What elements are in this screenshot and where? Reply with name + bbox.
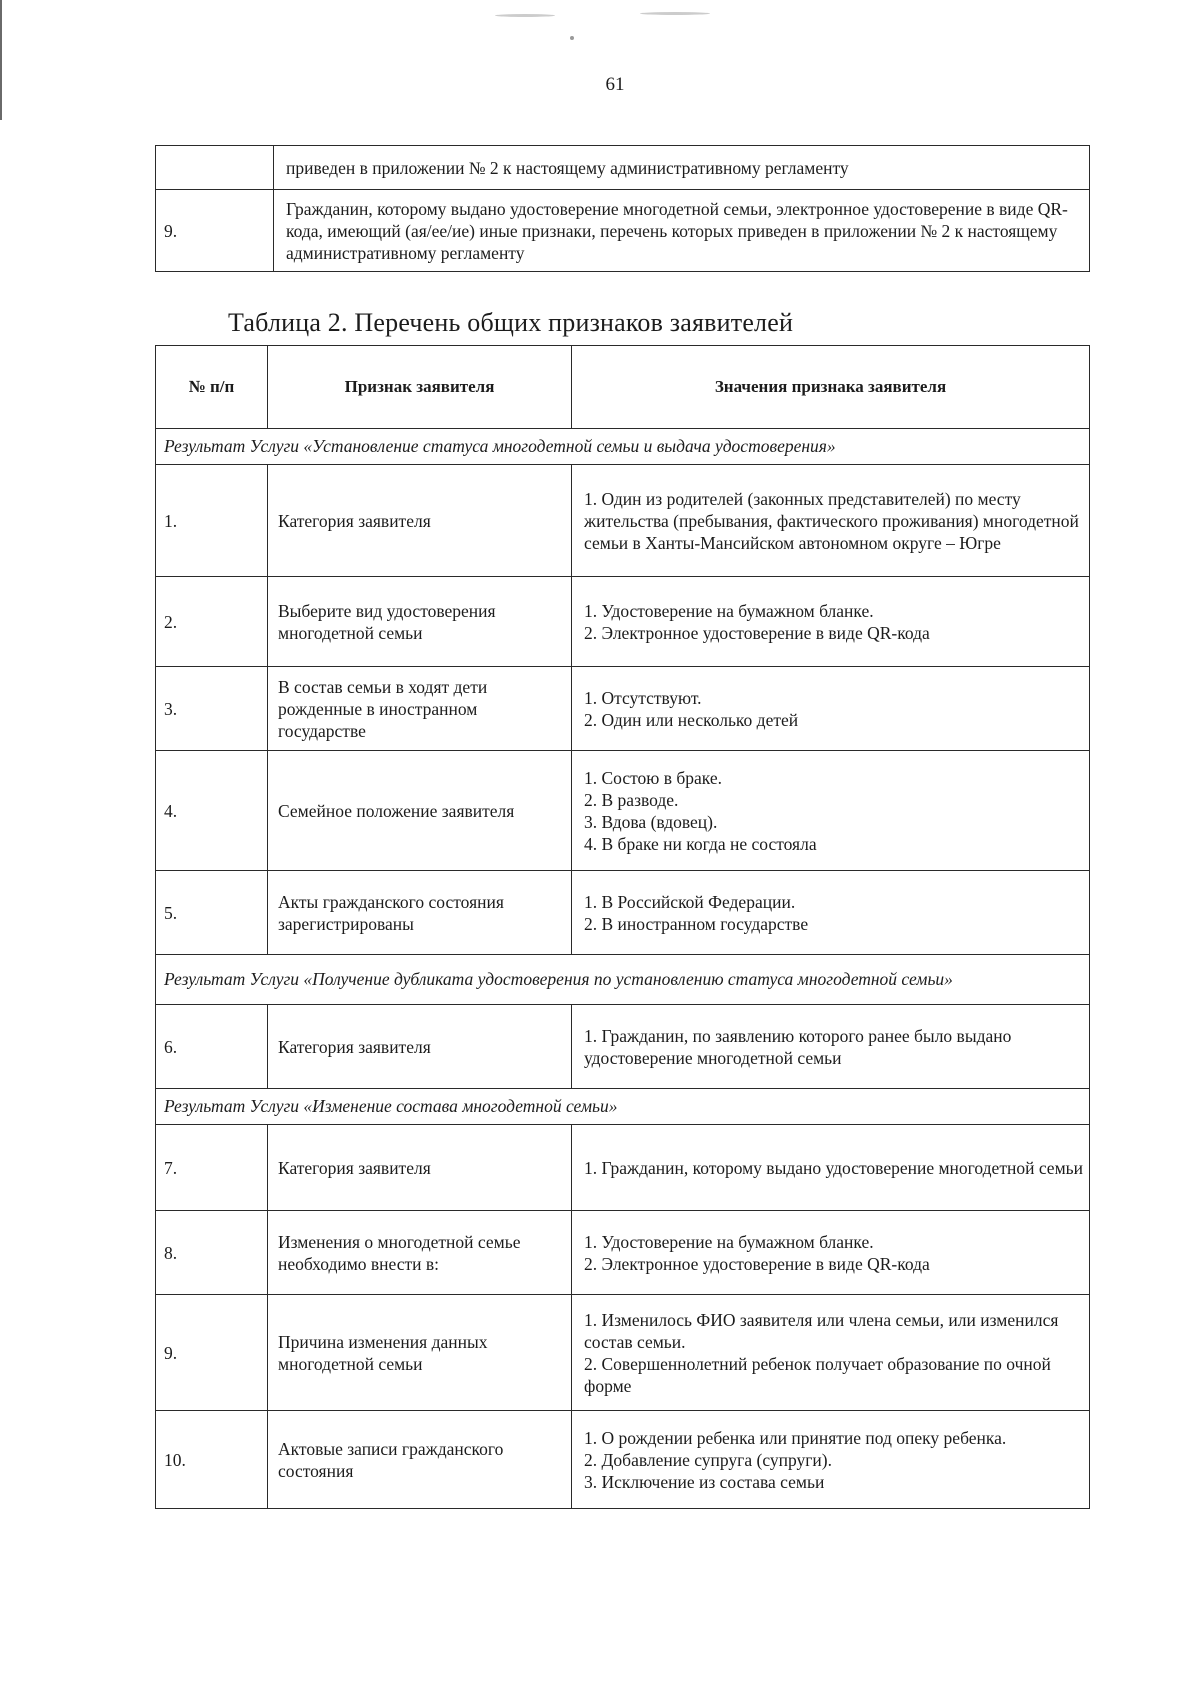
section-row (156, 429, 1090, 465)
attribute-cell: Категория заявителя (268, 1005, 572, 1089)
values-cell (572, 667, 1090, 751)
table-row (156, 1005, 1090, 1089)
value-line: 2. Совершеннолетний ребенок получает образование по очной форме (584, 1353, 1051, 1396)
attribute-cell: Причина изменения данных многодетной семьи (268, 1295, 572, 1411)
row-number: 7. (156, 1125, 268, 1211)
row-number: 8. (156, 1211, 268, 1295)
value-line: 1. В Российской Федерации. (584, 891, 796, 912)
table-header-row (156, 346, 1090, 429)
value-line: 1. Удостоверение на бумажном бланке. (584, 600, 874, 621)
value-line: 2. Электронное удостоверение в виде QR-кода (584, 1253, 930, 1274)
attribute-cell: Семейное положение заявителя (268, 751, 572, 871)
attribute-cell: Актовые записи гражданского состояния (268, 1411, 572, 1509)
row-number: 3. (156, 667, 268, 751)
table-row (156, 1295, 1090, 1411)
values-cell (572, 1211, 1090, 1295)
values-cell (572, 1005, 1090, 1089)
applicant-attributes-table (155, 345, 1090, 1509)
table-row (156, 871, 1090, 955)
values-cell (572, 751, 1090, 871)
attribute-cell: Акты гражданского состояния зарегистрированы (268, 871, 572, 955)
header-number: № п/п (156, 346, 268, 429)
value-line: 2. В иностранном государстве (584, 913, 809, 934)
attribute-cell: Выберите вид удостоверения многодетной семьи (268, 577, 572, 667)
scan-noise (495, 14, 555, 17)
row-number: 9. (156, 190, 274, 272)
value-line: 3. Исключение из состава семьи (584, 1471, 825, 1492)
header-values: Значения признака заявителя (572, 346, 1090, 429)
values-cell (572, 465, 1090, 577)
values-cell (572, 1295, 1090, 1411)
table-row (156, 1411, 1090, 1509)
section-row (156, 1089, 1090, 1125)
table-row (156, 667, 1090, 751)
row-number: 4. (156, 751, 268, 871)
row-number: 6. (156, 1005, 268, 1089)
row-number (156, 146, 274, 190)
value-line: 2. Добавление супруга (супруги). (584, 1449, 832, 1470)
value-line: 1. Отсутствуют. (584, 687, 702, 708)
values-cell (572, 577, 1090, 667)
value-line: 2. Один или несколько детей (584, 709, 799, 730)
header-attribute: Признак заявителя (268, 346, 572, 429)
values-cell (572, 1125, 1090, 1211)
section-row (156, 955, 1090, 1005)
value-line: 1. Состою в браке. (584, 767, 723, 788)
table-row (156, 146, 1090, 190)
value-line: 2. В разводе. (584, 789, 679, 810)
attribute-cell: В состав семьи в ходят дети рожденные в иностранном государстве (268, 667, 572, 751)
section-title: Результат Услуги «Установление статуса многодетной семьи и выдача удостоверения» (156, 429, 1090, 465)
value-line: 1. Гражданин, по заявлению которого ранее было выдано удостоверение многодетной семьи (584, 1025, 1012, 1068)
values-cell (572, 871, 1090, 955)
attribute-cell: Категория заявителя (268, 465, 572, 577)
table-row (156, 751, 1090, 871)
table-row (156, 465, 1090, 577)
table-row (156, 577, 1090, 667)
row-text: приведен в приложении № 2 к настоящему административному регламенту (274, 146, 1090, 190)
attribute-cell: Категория заявителя (268, 1125, 572, 1211)
table-caption: Таблица 2. Перечень общих признаков заявителей (228, 308, 794, 337)
page-number: 61 (605, 74, 625, 95)
value-line: 1. О рождении ребенка или принятие под опеку ребенка. (584, 1427, 1007, 1448)
values-cell (572, 1411, 1090, 1509)
scan-noise (640, 12, 710, 15)
value-line: 3. Вдова (вдовец). (584, 811, 718, 832)
table-row (156, 190, 1090, 272)
row-number: 10. (156, 1411, 268, 1509)
scan-noise (570, 36, 574, 40)
value-line: 1. Один из родителей (законных представителей) по месту жительства (пребывания, фактического проживания) многодетной семьи в Ханты-Мансийском автономном округе – Югре (584, 488, 1079, 553)
value-line: 1. Удостоверение на бумажном бланке. (584, 1231, 874, 1252)
row-number: 5. (156, 871, 268, 955)
section-title: Результат Услуги «Изменение состава многодетной семьи» (156, 1089, 1090, 1125)
value-line: 2. Электронное удостоверение в виде QR-кода (584, 622, 930, 643)
row-number: 2. (156, 577, 268, 667)
value-line: 1. Изменилось ФИО заявителя или члена семьи, или изменился состав семьи. (584, 1309, 1059, 1352)
table-row (156, 1125, 1090, 1211)
value-line: 1. Гражданин, которому выдано удостоверение многодетной семьи (584, 1157, 1083, 1178)
section-title: Результат Услуги «Получение дубликата удостоверения по установлению статуса многодетной семьи» (156, 955, 1090, 1005)
table-row (156, 1211, 1090, 1295)
attribute-cell: Изменения о многодетной семье необходимо внести в: (268, 1211, 572, 1295)
row-number: 1. (156, 465, 268, 577)
continuation-table (155, 145, 1090, 272)
row-number: 9. (156, 1295, 268, 1411)
value-line: 4. В браке ни когда не состояла (584, 833, 817, 854)
scan-edge (0, 0, 2, 120)
row-text: Гражданин, которому выдано удостоверение многодетной семьи, электронное удостоверение в виде QR-кода, имеющий (ая/ее/ие) иные признаки, перечень которых приведен в приложении № 2 к настоящему административному регламенту (274, 190, 1090, 272)
